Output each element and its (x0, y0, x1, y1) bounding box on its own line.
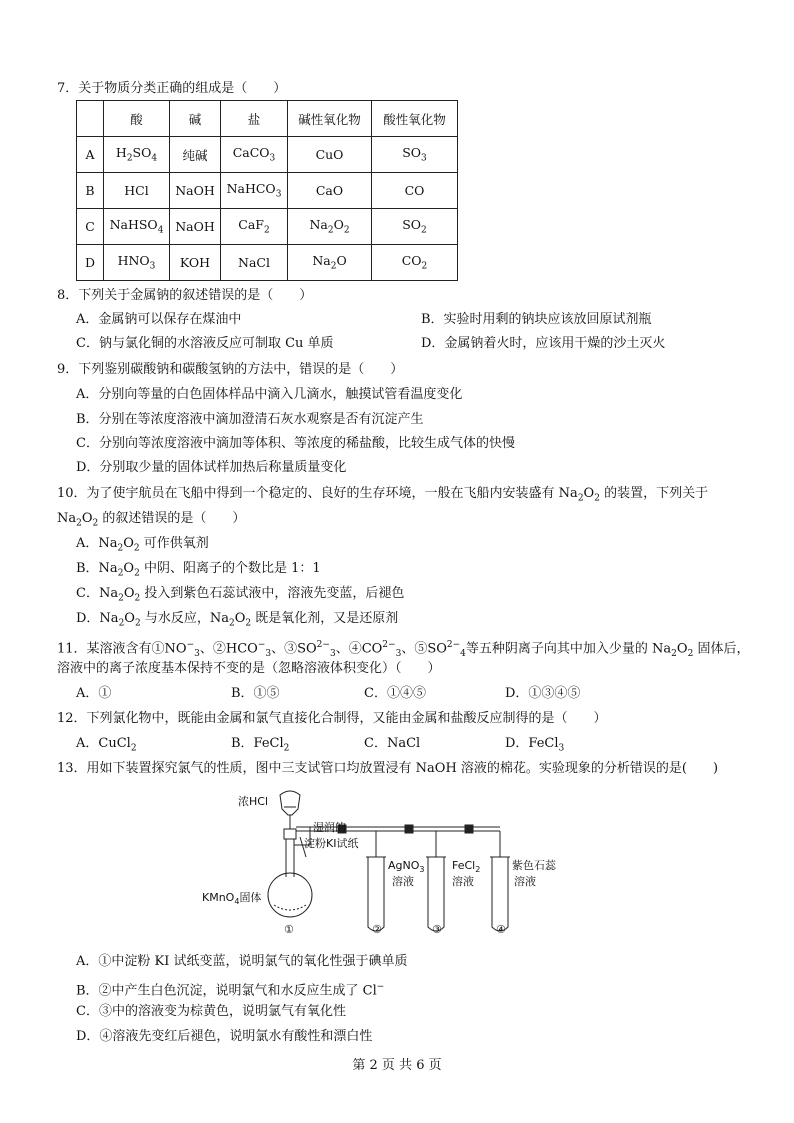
table-cell: NaHCO$_3$ (221, 173, 288, 209)
q11-option-b: B．①⑤ (231, 686, 280, 701)
label-wet-paper-1: 湿润的 (313, 821, 346, 834)
table-cell: CaCO$_3$ (221, 137, 288, 173)
q12-option-d: D．FeCl$_3$ (505, 736, 565, 754)
q8-option-c: C．钠与氯化铜的水溶液反应可制取 Cu 单质 (76, 336, 334, 351)
label-num-4: ④ (496, 923, 506, 936)
q8-option-b: B．实验时用剩的钠块应该放回原试剂瓶 (421, 312, 652, 327)
table-cell: $HNO_3$ (104, 245, 170, 281)
q13-option-c: C．③中的溶液变为棕黄色，说明氯气有氧化性 (76, 1004, 346, 1019)
q13-option-b: B．②中产生白色沉淀，说明氯气和水反应生成了 Cl− (76, 982, 385, 999)
label-num-2: ② (372, 923, 382, 936)
q9-option-d: D．分别取少量的固体试样加热后称量质量变化 (76, 460, 347, 475)
label-litmus-1: 紫色石蕊 (512, 859, 556, 872)
label-agno3-solution: 溶液 (392, 875, 414, 888)
q10-option-c: C．$Na_2O_2$ 投入到紫色石蕊试液中，溶液先变蓝，后褪色 (76, 586, 405, 604)
table-cell: $Na_2O_2$ (288, 209, 372, 245)
table-row (77, 209, 458, 245)
label-agno3: AgNO$_3$ (388, 859, 425, 874)
chlorine-apparatus-diagram (200, 787, 580, 937)
classification-table (76, 100, 458, 281)
test-tube-4 (490, 831, 510, 931)
table-cell: C (77, 209, 104, 245)
table-cell: NaOH (170, 209, 221, 245)
table-header-row (77, 101, 458, 137)
table-header-cell (77, 101, 104, 137)
q12-option-a: A．CuCl$_2$ (76, 736, 137, 754)
table-header-cell: 碱性氧化物 (288, 101, 372, 137)
table-header-cell: 盐 (221, 101, 288, 137)
table-cell: NaHSO$_4$ (104, 209, 170, 245)
label-litmus-2: 溶液 (514, 875, 536, 888)
test-tube-3 (426, 831, 446, 931)
q7-stem: 7．关于物质分类正确的组成是（ ） (57, 81, 287, 96)
q10-option-b: B．$Na_2O_2$ 中阴、阳离子的个数比是 1：1 (76, 561, 321, 579)
label-wet-paper-2: 淀粉KI试纸 (304, 837, 359, 850)
table-cell: CaO (288, 173, 372, 209)
table-cell: CaF$_2$ (221, 209, 288, 245)
table-header-cell: 碱 (170, 101, 221, 137)
q9-option-a: A．分别向等量的白色固体样品中滴入几滴水，触摸试管看温度变化 (76, 387, 463, 402)
q11-option-c: C．①④⑤ (364, 686, 426, 701)
table-header-cell: 酸 (104, 101, 170, 137)
label-fecl: FeCl$_2$ (452, 859, 481, 874)
q8-option-d: D．金属钠着火时，应该用干燥的沙土灭火 (421, 336, 666, 351)
table-cell: $SO_2$ (372, 209, 458, 245)
q10-option-d: D．$Na_2O_2$ 与水反应，$Na_2O_2$ 既是氧化剂，又是还原剂 (76, 611, 399, 629)
q11-stem-line2: 溶液中的离子浓度基本保持不变的是（忽略溶液体积变化）（ ） (57, 661, 441, 676)
q10-stem-line2: $Na_2O_2$ 的叙述错误的是（ ） (57, 511, 246, 529)
table-cell: $CO_2$ (372, 245, 458, 281)
test-tube-2 (366, 831, 386, 931)
label-kmno4: KMnO$_4$固体 (202, 891, 262, 906)
page-footer: 第 2 页 共 6 页 (352, 1058, 442, 1073)
q11-option-a: A．① (76, 686, 112, 701)
table-cell: A (77, 137, 104, 173)
separatory-funnel (280, 791, 300, 815)
table-cell: $SO_3$ (372, 137, 458, 173)
q8-option-a: A．金属钠可以保存在煤油中 (76, 312, 242, 327)
q11-option-d: D．①③④⑤ (505, 686, 581, 701)
q13-option-a: A．①中淀粉 KI 试纸变蓝，说明氯气的氧化性强于碘单质 (76, 954, 408, 969)
table-cell: B (77, 173, 104, 209)
table-cell: $Na_2O$ (288, 245, 372, 281)
q8-stem: 8．下列关于金属钠的叙述错误的是（ ） (57, 288, 313, 303)
q13-option-d: D．④溶液先变红后褪色，说明氯水有酸性和漂白性 (76, 1029, 373, 1044)
q12-stem: 12．下列氯化物中，既能由金属和氯气直接化合制得，又能由金属和盐酸反应制得的是（ ） (57, 711, 607, 726)
q12-option-c: C．NaCl (364, 736, 421, 751)
q10-stem-line1: 10．为了使宇航员在飞船中得到一个稳定的、良好的生存环境，一般在飞船内安装盛有 $Na_2O_2$ 的装置，下列关于 (57, 486, 709, 504)
q11-stem-line1: 11．某溶液含有$①NO^-_3$、$②HCO^-_3$、$③SO^{2-}_3$、$④CO^{2-}_3$、$⑤SO^{2-}_4$等五种阴离子向其中加入少量的 $Na_2O_2$ 固体后， (57, 640, 750, 659)
table-cell: D (77, 245, 104, 281)
table-cell: 纯碱 (170, 137, 221, 173)
q9-option-c: C．分别向等浓度溶液中滴加等体积、等浓度的稀盐酸，比较生成气体的快慢 (76, 436, 515, 451)
q13-stem: 13．用如下装置探究氯气的性质，图中三支试管口均放置浸有 NaOH 溶液的棉花。实验现象的分析错误的是( ) (57, 761, 719, 776)
table-header-cell: 酸性氧化物 (372, 101, 458, 137)
table-cell: NaCl (221, 245, 288, 281)
q9-stem: 9．下列鉴别碳酸钠和碳酸氢钠的方法中，错误的是（ ） (57, 362, 404, 377)
table-cell: KOH (170, 245, 221, 281)
table-row (77, 245, 458, 281)
table-row (77, 173, 458, 209)
q9-option-b: B．分别在等浓度溶液中滴加澄清石灰水观察是否有沉淀产生 (76, 412, 424, 427)
table-cell: HCl (104, 173, 170, 209)
table-cell: $H_2SO_4$ (104, 137, 170, 173)
q10-option-a: A．$Na_2O_2$ 可作供氧剂 (76, 536, 209, 554)
q12-option-b: B．FeCl$_2$ (231, 736, 290, 754)
label-conc-hcl: 浓HCl (238, 795, 269, 808)
label-fecl-solution: 溶液 (452, 875, 474, 888)
table-cell: NaOH (170, 173, 221, 209)
label-num-3: ③ (432, 923, 442, 936)
table-cell: CO (372, 173, 458, 209)
table-cell: CuO (288, 137, 372, 173)
label-num-1: ① (284, 923, 294, 936)
table-row (77, 137, 458, 173)
